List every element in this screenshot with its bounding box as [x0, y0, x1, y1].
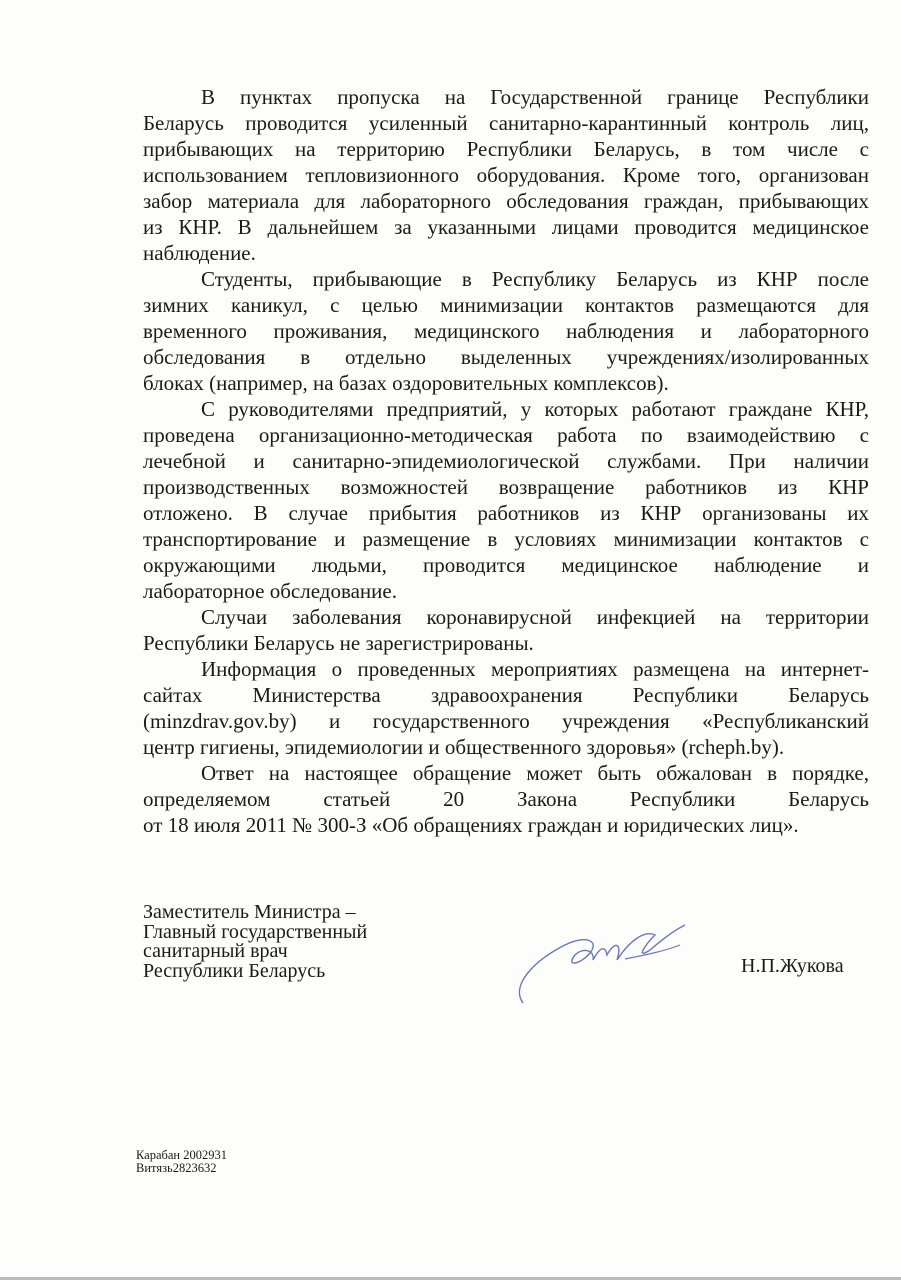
letter-body [143, 84, 869, 838]
paragraph [143, 396, 869, 604]
text-line: обследования в отдельно выделенных учреждениях/изолированных [143, 345, 869, 369]
text-line: лабораторное обследование. [143, 579, 397, 603]
text-line: (minzdrav.gov.by) и государственного учреждения «Республиканский [143, 709, 869, 733]
signatory-title-line: санитарный врач [143, 940, 288, 962]
text-line: использованием тепловизионного оборудования. Кроме того, организован [143, 163, 869, 187]
signatory-name: Н.П.Жукова [741, 955, 844, 977]
text-line: С руководителями предприятий, у которых работают граждане КНР, [201, 397, 869, 421]
footer-line: Витязь2823632 [136, 1161, 217, 1175]
text-line: сайтах Министерства здравоохранения Республики Беларусь [143, 683, 869, 707]
paragraph [143, 760, 869, 838]
text-line: наблюдение. [143, 241, 256, 265]
signatory-title [143, 903, 367, 981]
text-line: проведена организационно-методическая работа по взаимодействию с [143, 423, 869, 447]
text-line: Ответ на настоящее обращение может быть обжалован в порядке, [201, 761, 869, 785]
text-line: лечебной и санитарно-эпидемиологической службами. При наличии [143, 449, 869, 473]
text-line: Случаи заболевания коронавирусной инфекцией на территории [201, 605, 869, 629]
text-line: от 18 июля 2011 № 300-З «Об обращениях граждан и юридических лиц». [143, 813, 799, 837]
text-line: из КНР. В дальнейшем за указанными лицами проводится медицинское [143, 215, 869, 239]
paragraph [143, 266, 869, 396]
text-line: прибывающих на территорию Республики Беларусь, в том числе с [143, 137, 869, 161]
text-line: блоках (например, на базах оздоровительных комплексов). [143, 371, 669, 395]
signatory-title-line: Республики Беларусь [143, 959, 326, 982]
signatory-title-line: Главный государственный [143, 920, 368, 943]
text-line: зимних каникул, с целью минимизации контактов размещаются для [143, 293, 869, 317]
paragraph [143, 656, 869, 760]
text-line: транспортирование и размещение в условиях минимизации контактов с [143, 527, 869, 551]
text-line: определяемом статьей 20 Закона Республики Беларусь [143, 787, 869, 811]
text-line: окружающими людьми, проводится медицинское наблюдение и [143, 553, 869, 577]
signatory-title-line: Заместитель Министра – [143, 901, 356, 923]
text-line: Беларусь проводится усиленный санитарно-карантинный контроль лиц, [143, 111, 869, 135]
text-line: производственных возможностей возвращение работников из КНР [143, 475, 869, 499]
paragraph [143, 604, 869, 656]
handwritten-signature [505, 915, 705, 1010]
text-line: Информация о проведенных мероприятиях размещена на интернет- [201, 657, 869, 681]
text-line: отложено. В случае прибытия работников из КНР организованы их [143, 501, 869, 525]
text-line: Студенты, прибывающие в Республику Беларусь из КНР после [201, 267, 869, 291]
text-line: Республики Беларусь не зарегистрированы. [143, 631, 534, 655]
text-line: центр гигиены, эпидемиологии и общественного здоровья» (rcheph.by). [143, 735, 785, 759]
footer-line: Карабан 2002931 [136, 1148, 227, 1162]
text-line: В пунктах пропуска на Государственной границе Республики [201, 85, 869, 109]
text-line: забор материала для лабораторного обследования граждан, прибывающих [143, 189, 869, 213]
text-line: временного проживания, медицинского наблюдения и лабораторного [143, 319, 869, 343]
footer-contacts [136, 1149, 227, 1175]
paragraph [143, 84, 869, 266]
